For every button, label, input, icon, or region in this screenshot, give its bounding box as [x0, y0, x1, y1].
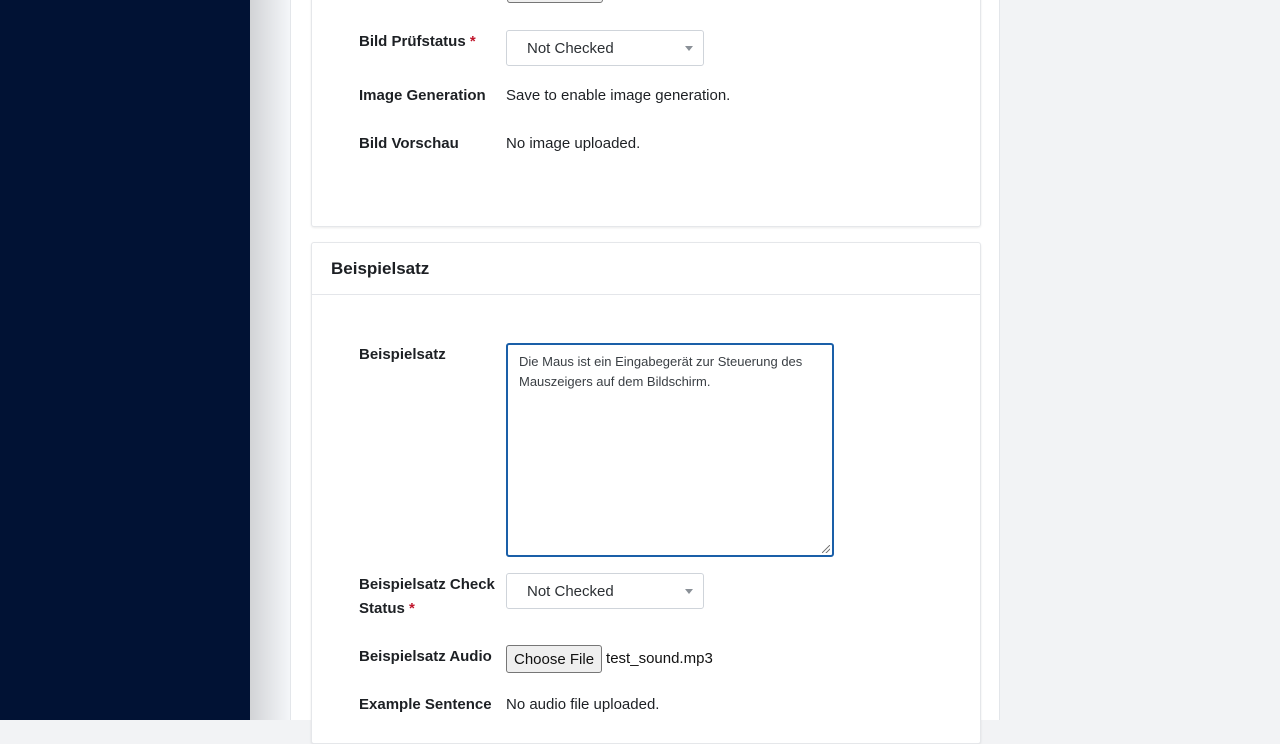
- audio-label: Beispielsatz Audio: [359, 648, 492, 665]
- content-area: [250, 0, 1000, 720]
- required-marker: *: [469, 33, 476, 50]
- audio-file-input: [506, 645, 713, 673]
- example-sentence-label: Example Sentence: [359, 696, 492, 713]
- image-preview-text: No image uploaded.: [506, 135, 641, 152]
- image-preview-row: [359, 132, 640, 156]
- image-status-select[interactable]: [506, 30, 704, 66]
- resize-handle-icon[interactable]: [822, 545, 830, 553]
- check-status-row: [359, 573, 704, 621]
- card-header: Beispielsatz: [312, 243, 980, 295]
- image-preview-label: Bild Vorschau: [359, 135, 459, 152]
- form-container: [290, 0, 1000, 720]
- audio-choose-file-button[interactable]: Choose File: [506, 645, 602, 673]
- image-choose-file-button[interactable]: [507, 0, 603, 3]
- image-status-label-text: Bild Prüfstatus: [359, 33, 466, 50]
- example-sentence-text: No audio file uploaded.: [506, 696, 660, 713]
- check-status-label-text: Beispielsatz Check Status: [359, 576, 495, 617]
- check-status-select[interactable]: [506, 573, 704, 609]
- right-blank-area: [1000, 0, 1280, 720]
- check-status-value: Not Checked: [527, 582, 614, 600]
- example-sentence-row: [359, 693, 659, 717]
- image-status-value: Not Checked: [527, 39, 614, 57]
- audio-row: [359, 645, 713, 673]
- image-generation-text: Save to enable image generation.: [506, 87, 731, 104]
- image-generation-label: Image Generation: [359, 87, 486, 104]
- chevron-down-icon: [685, 46, 693, 51]
- sentence-row: [359, 343, 834, 557]
- image-card: [311, 0, 981, 227]
- sentence-textarea[interactable]: [506, 343, 834, 557]
- image-file-name: [607, 0, 660, 6]
- image-status-row: [359, 30, 704, 66]
- audio-file-name: test_sound.mp3: [606, 650, 713, 667]
- sentence-textarea-value: Die Maus ist ein Eingabegerät zur Steuerung des Mauszeigers auf dem Bildschirm.: [519, 354, 803, 389]
- check-status-label: [359, 573, 506, 621]
- required-marker: *: [409, 600, 415, 617]
- sidebar-shadow: [250, 0, 290, 720]
- sentence-label: Beispielsatz: [359, 346, 446, 363]
- image-generation-row: [359, 84, 730, 108]
- image-status-label: [359, 30, 506, 66]
- example-sentence-card: [311, 242, 981, 744]
- chevron-down-icon: [685, 589, 693, 594]
- sidebar: [0, 0, 250, 720]
